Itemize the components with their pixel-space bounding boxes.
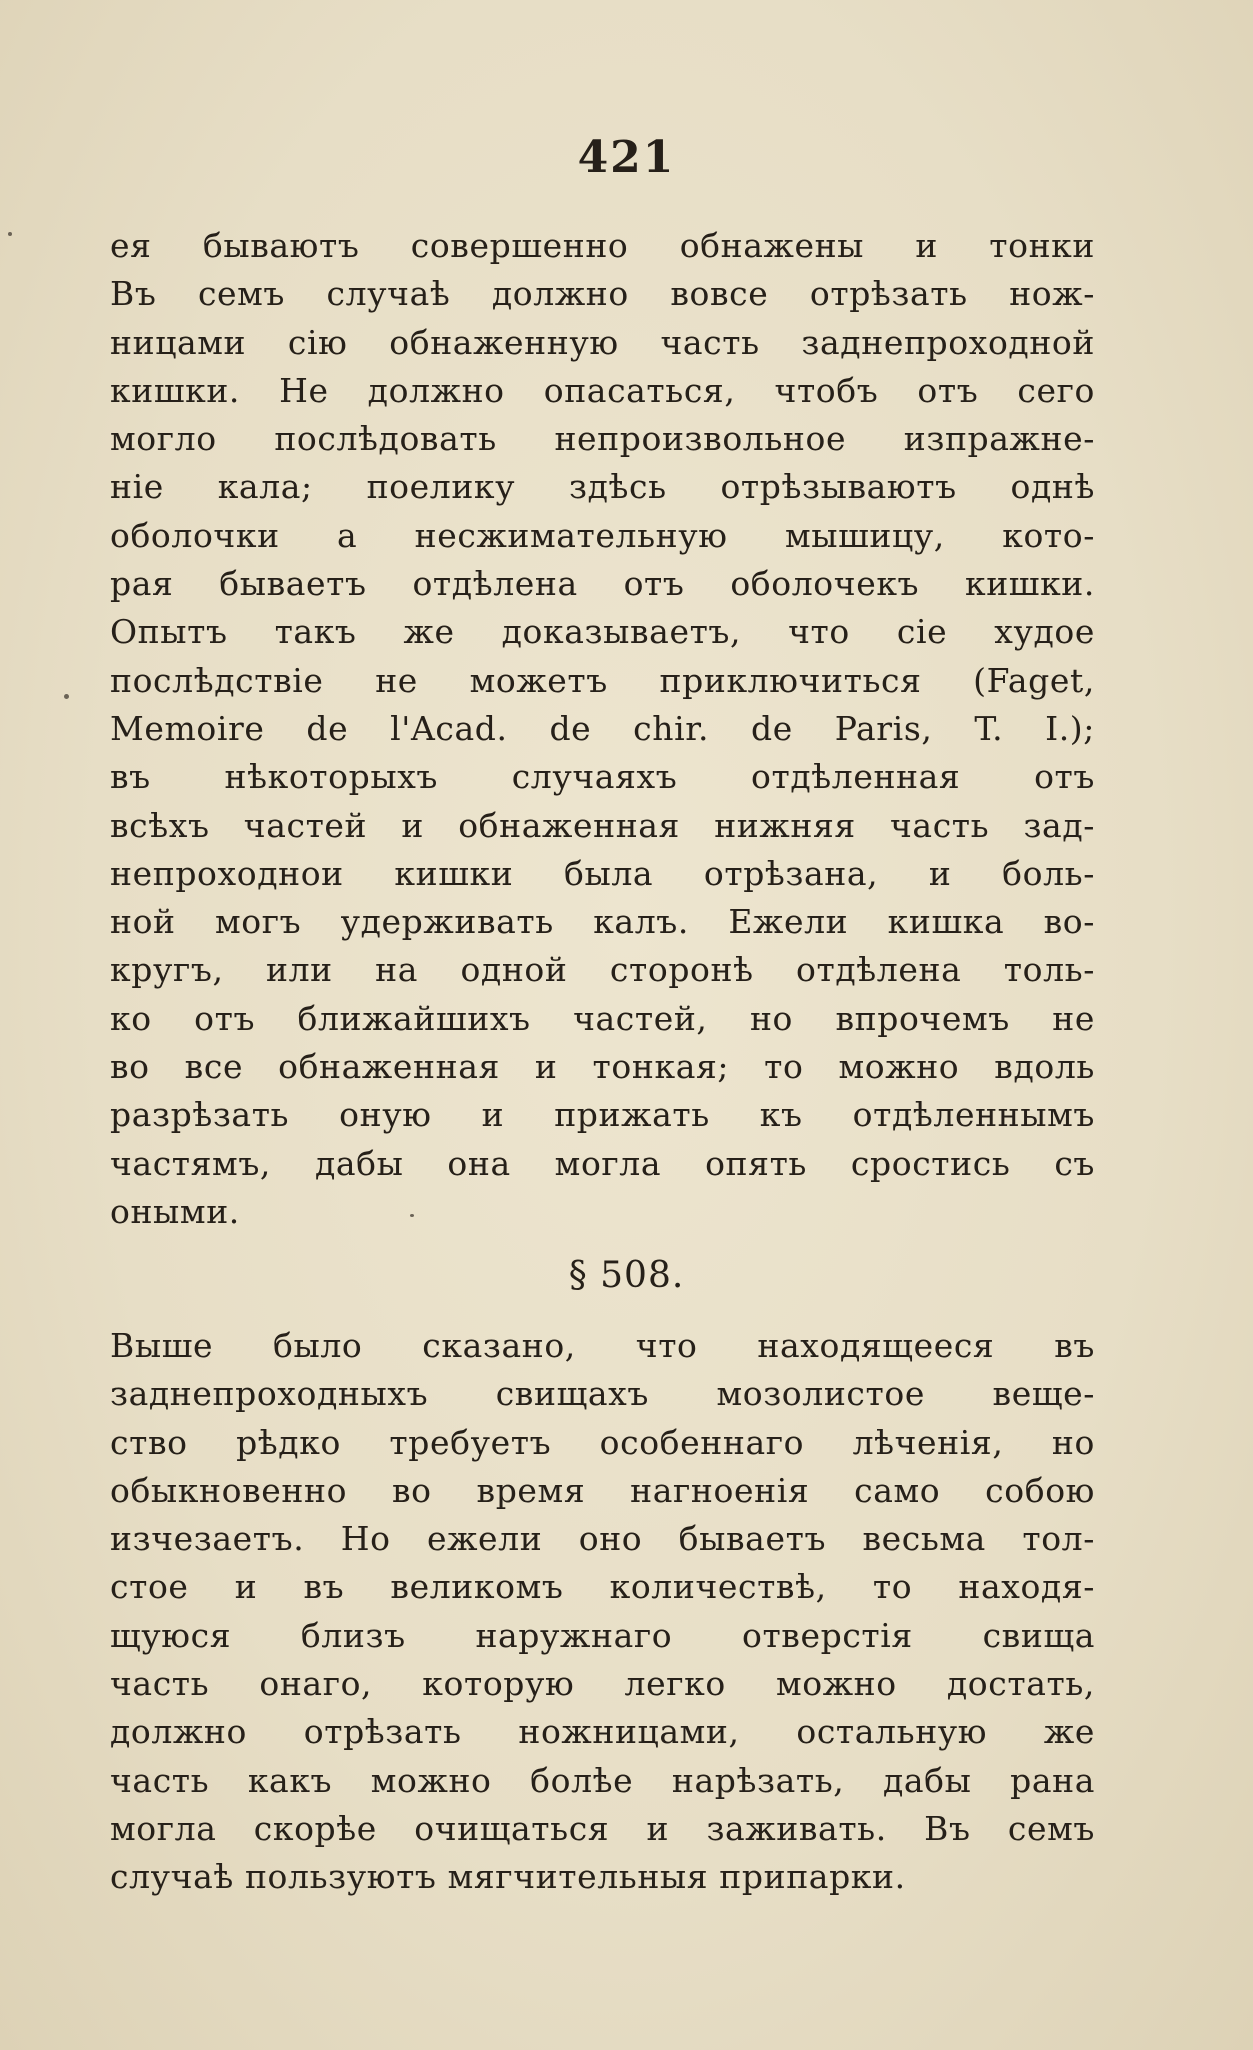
paragraph-1 bbox=[110, 222, 1095, 1236]
text-line: стое и въ великомъ количествѣ, то находя- bbox=[110, 1567, 1095, 1607]
text-line: часть какъ можно болѣе нарѣзать, дабы рана bbox=[110, 1760, 1095, 1800]
text-line: ніе кала; поелику здѣсь отрѣзываютъ однѣ bbox=[110, 467, 1095, 507]
text-line: оными. bbox=[110, 1191, 240, 1231]
text-line: Memoire de l'Acad. de chir. de Paris, T. I.); bbox=[110, 708, 1095, 748]
text-line: послѣдствіе не можетъ приключиться (Faget, bbox=[110, 660, 1095, 700]
text-line: Опытъ такъ же доказываетъ, что сіе худое bbox=[110, 612, 1095, 652]
paper-speck bbox=[64, 694, 69, 699]
text-line: ко отъ ближайшихъ частей, но впрочемъ не bbox=[110, 998, 1095, 1038]
text-line: во все обнаженная и тонкая; то можно вдоль bbox=[110, 1047, 1095, 1087]
text-line: случаѣ пользуютъ мягчительныя припарки. bbox=[110, 1857, 906, 1897]
paragraph-2 bbox=[110, 1322, 1095, 1902]
text-line: всѣхъ частей и обнаженная нижняя часть зад- bbox=[110, 805, 1095, 845]
text-line: оболочки а несжимательную мышицу, кото- bbox=[110, 515, 1095, 555]
page-number: 421 bbox=[577, 132, 676, 183]
paper-speck bbox=[410, 1214, 414, 1217]
text-line: могло послѣдовать непроизвольное изпражне- bbox=[110, 419, 1095, 459]
text-line: частямъ, дабы она могла опять сростись съ bbox=[110, 1143, 1095, 1183]
text-line: должно отрѣзать ножницами, остальную же bbox=[110, 1712, 1095, 1752]
text-line: щуюся близъ наружнаго отверстія свища bbox=[110, 1615, 1095, 1655]
text-line: рая бываетъ отдѣлена отъ оболочекъ кишки. bbox=[110, 564, 1095, 604]
text-line: ея бываютъ совершенно обнажены и тонки bbox=[110, 226, 1095, 265]
text-line: въ нѣкоторыхъ случаяхъ отдѣленная отъ bbox=[110, 757, 1095, 797]
text-line: часть онаго, которую легко можно достать, bbox=[110, 1664, 1095, 1704]
text-line: ницами сію обнаженную часть заднепроходной bbox=[110, 322, 1095, 362]
text-line: обыкновенно во время нагноенія само собою bbox=[110, 1470, 1095, 1510]
section-heading: § 508. bbox=[568, 1255, 685, 1296]
text-line: кругъ, или на одной сторонѣ отдѣлена толь- bbox=[110, 950, 1095, 990]
text-line: ство рѣдко требуетъ особеннаго лѣченія, но bbox=[110, 1422, 1095, 1462]
text-line: могла скорѣе очищаться и заживать. Въ семъ bbox=[110, 1808, 1095, 1848]
paper-speck bbox=[8, 232, 12, 236]
text-line: кишки. Не должно опасаться, чтобъ отъ сего bbox=[110, 370, 1095, 410]
text-line: Въ семъ случаѣ должно вовсе отрѣзать нож- bbox=[110, 274, 1095, 314]
text-line: разрѣзать оную и прижать къ отдѣленнымъ bbox=[110, 1095, 1095, 1135]
text-line: ной могъ удерживать калъ. Ежели кишка во- bbox=[110, 902, 1095, 942]
text-line: Выше было сказано, что находящееся въ bbox=[110, 1326, 1095, 1365]
text-line: заднепроходныхъ свищахъ мозолистое веще- bbox=[110, 1374, 1095, 1414]
text-line: изчезаетъ. Но ежели оно бываетъ весьма тол- bbox=[110, 1519, 1095, 1559]
text-line: непроходнои кишки была отрѣзана, и боль- bbox=[110, 853, 1095, 893]
